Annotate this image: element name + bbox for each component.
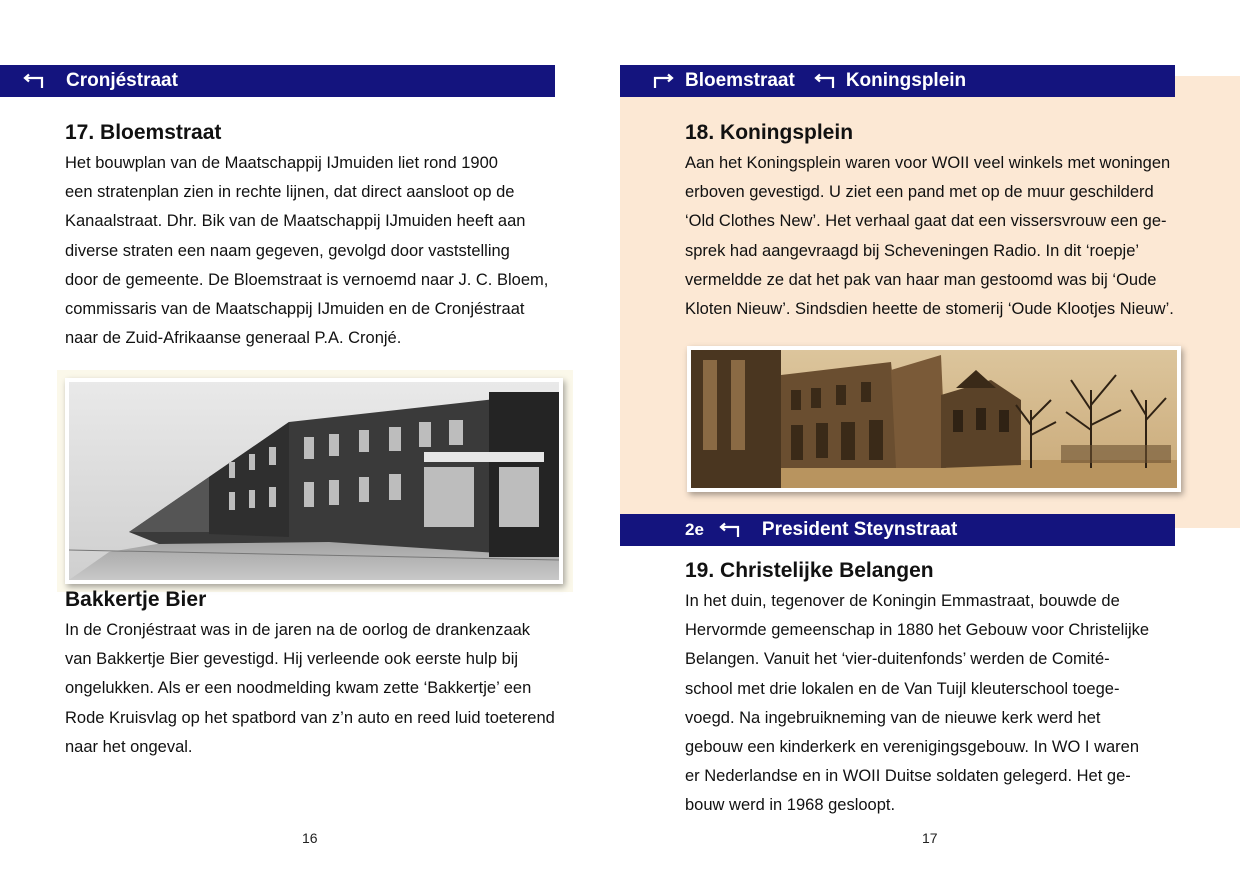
section-title-koningsplein: 18. Koningsplein bbox=[685, 121, 854, 144]
route-prefix: 2e bbox=[685, 520, 704, 539]
photo-cronjestraat bbox=[65, 378, 563, 584]
route-label: President Steynstraat bbox=[761, 519, 958, 540]
paragraph-koningsplein: Aan het Koningsplein waren voor WOII veel winkels met woningen erboven gevestigd. U ziet een pand met op de muur geschilderd ‘Old Clothes New’. Het verhaal gaat dat een vissersvrouw een ge- sprek had aangevraagd bij Scheveningen Radio. In dit ‘roepje’ vermeldde ze dat het pak van haar man gestoomd was bij ‘Oude Kloten Nieuw’. Sindsdien heette de stomerij ‘Oude Klootjes Nieuw’. bbox=[685, 154, 1174, 319]
turn-right-arrow-icon bbox=[653, 73, 675, 89]
page-number: 17 bbox=[922, 830, 938, 846]
route-bar-president-steynstraat bbox=[620, 514, 1175, 546]
route-label-2: Koningsplein bbox=[845, 70, 967, 91]
page-right bbox=[620, 0, 1240, 874]
turn-left-arrow-icon bbox=[22, 73, 44, 89]
section-title-christelijke-belangen: 19. Christelijke Belangen bbox=[685, 559, 934, 582]
route-bar-cronjestraat bbox=[0, 65, 555, 97]
paragraph-bloemstraat: Het bouwplan van de Maatschappij IJmuiden liet rond 1900 een stratenplan zien in rechte lijnen, dat direct aansloot op de Kanaalstraat. Dhr. Bik van de Maatschappij IJmuiden heeft aan diverse straten een naam gegeven, gevolgd door vaststelling door de gemeente. De Bloemstraat is vernoemd naar J. C. Bloem, commissaris van de Maatschappij IJmuiden en de Cronjéstraat naar de Zuid-Afrikaanse generaal P.A. Cronjé. bbox=[65, 154, 549, 348]
route-label-1: Bloemstraat bbox=[685, 70, 795, 91]
route-bar-bloemstraat-koningsplein bbox=[620, 65, 1175, 97]
section-title-bloemstraat: 17. Bloemstraat bbox=[65, 121, 222, 144]
paragraph-christelijke-belangen: In het duin, tegenover de Koningin Emmastraat, bouwde de Hervormde gemeenschap in 1880 het Gebouw voor Christelijke Belangen. Vanuit het ‘vier-duitenfonds’ werden de Comité- school met drie lokalen en de Van Tuijl kleuterschool toege- voegd. Na ingebruikneming van de nieuwe kerk werd het gebouw een kinderkerk en verenigingsgebouw. In WO I waren er Nederlandse en in WOII Duitse soldaten gelegerd. Het ge- bouw werd in 1968 gesloopt. bbox=[685, 592, 1150, 815]
section-title-bakkertje-bier: Bakkertje Bier bbox=[65, 588, 207, 611]
turn-left-arrow-icon bbox=[813, 73, 835, 89]
turn-left-arrow-icon bbox=[718, 522, 740, 538]
paragraph-bakkertje-bier: In de Cronjéstraat was in de jaren na de oorlog de drankenzaak van Bakkertje Bier gevestigd. Hij verleende ook eerste hulp bij ongelukken. Als er een noodmelding kwam zette ‘Bakkertje’ een Rode Kruisvlag op het spatbord van z’n auto en reed luid toeterend naar het ongeval. bbox=[65, 621, 555, 756]
route-label: Cronjéstraat bbox=[66, 70, 178, 91]
photo-frame-cronjestraat bbox=[57, 370, 573, 592]
photo-koningsplein bbox=[687, 346, 1181, 492]
page-number: 16 bbox=[302, 830, 318, 846]
